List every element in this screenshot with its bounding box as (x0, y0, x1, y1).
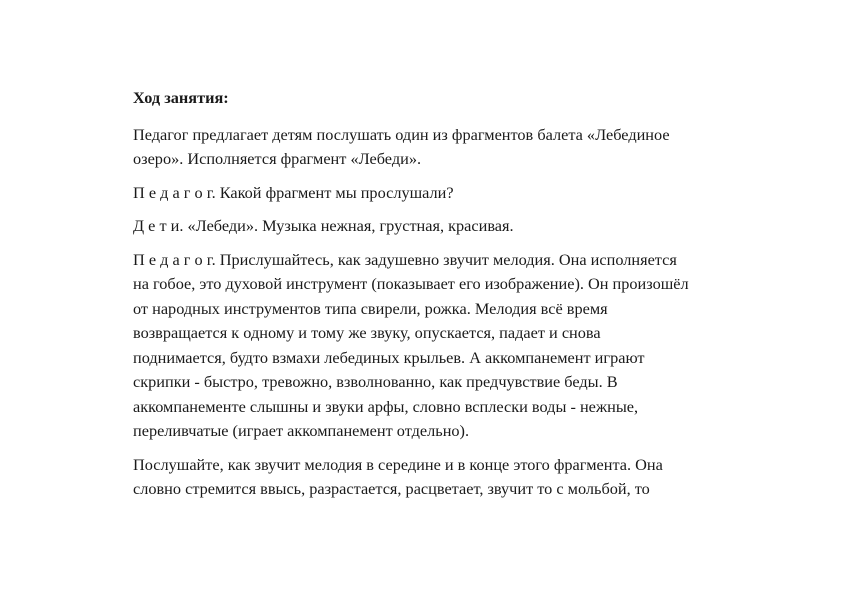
text-line: на гобое, это духовой инструмент (показывает его изображение). Он произошёл (133, 274, 689, 293)
paragraph-teacher-question (133, 181, 753, 206)
text-line: озеро». Исполняется фрагмент «Лебеди». (133, 149, 422, 168)
text-line: словно стремится ввысь, разрастается, расцветает, звучит то с мольбой, то (133, 479, 650, 498)
text-line: скрипки - быстро, тревожно, взволнованно, как предчувствие беды. В (133, 372, 618, 391)
text-line: переливчатые (играет аккомпанемент отдельно). (133, 421, 470, 440)
text-line: П е д а г о г. Прислушайтесь, как задушевно звучит мелодия. Она исполняется (133, 249, 677, 269)
paragraph-listen (133, 453, 753, 502)
text-line: от народных инструментов типа свирели, рожка. Мелодия всё время (133, 298, 608, 318)
paragraph-intro (133, 123, 753, 172)
text-line: Педагог предлагает детям послушать один из фрагментов балета «Лебединое (133, 124, 670, 144)
text-line: Д е т и. «Лебеди». Музыка нежная, грустная, красивая. (133, 216, 514, 235)
text-line: аккомпанементе слышны и звуки арфы, словно всплески воды - нежные, (133, 396, 639, 416)
section-heading: Ход занятия: (133, 88, 229, 107)
text-line: поднимается, будто взмахи лебединых крыльев. А аккомпанемент играют (133, 347, 645, 367)
paragraph-teacher-explanation (133, 248, 753, 444)
document-body (133, 86, 753, 511)
text-line: возвращается к одному и тому же звуку, опускается, падает и снова (133, 323, 601, 342)
paragraph-children-answer (133, 214, 753, 239)
text-line: П е д а г о г. Какой фрагмент мы прослушали? (133, 182, 454, 202)
text-line: Послушайте, как звучит мелодия в середине и в конце этого фрагмента. Она (133, 454, 663, 474)
